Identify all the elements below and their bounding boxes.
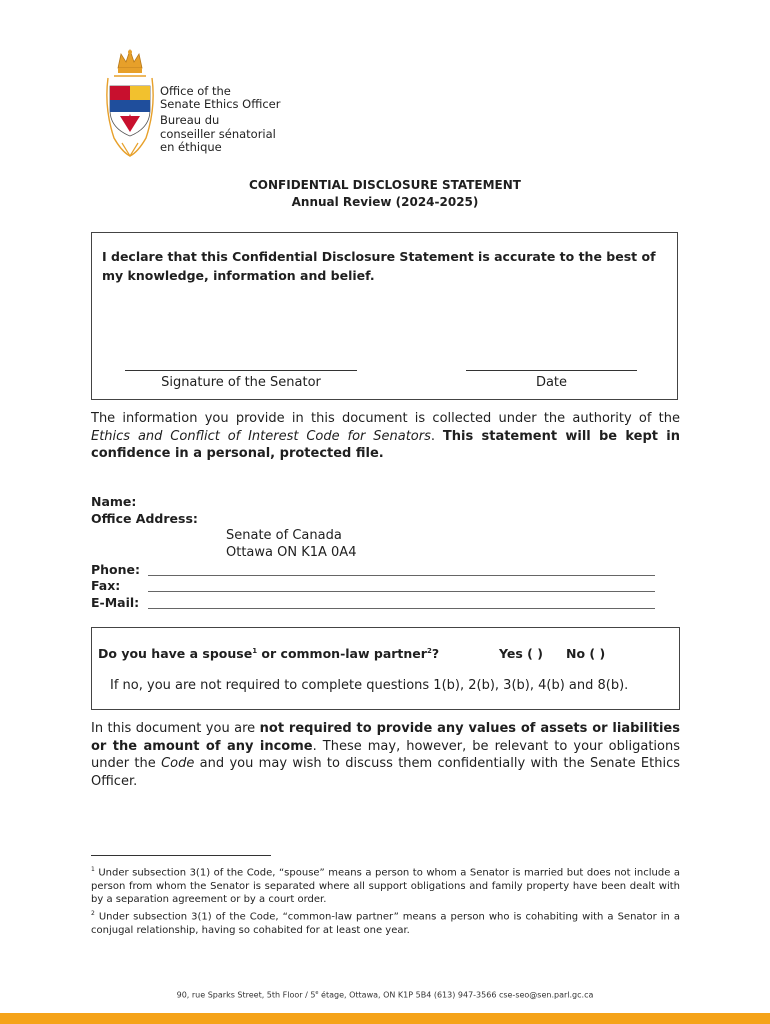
values-code-word: Code — [161, 756, 195, 771]
phone-label: Phone: — [91, 562, 141, 577]
info-text-1: The information you provide in this document is collected under the authority of the — [91, 411, 680, 426]
footnote-1-number: 1 — [91, 866, 95, 873]
footer-sup: e — [315, 990, 319, 996]
values-paragraph — [91, 720, 680, 790]
info-paragraph — [91, 410, 680, 463]
senate-crest-icon — [104, 48, 156, 158]
name-label: Name: — [91, 494, 137, 509]
spouse-question-text-3: ? — [431, 646, 440, 661]
phone-field[interactable] — [148, 575, 655, 576]
page-footer — [0, 990, 770, 1000]
fax-field[interactable] — [148, 591, 655, 592]
org-name-en-line2: Senate Ethics Officer — [160, 97, 281, 112]
office-address-label: Office Address: — [91, 511, 198, 526]
footnote-2 — [91, 907, 680, 937]
footnote-2-number: 2 — [91, 909, 95, 917]
info-confidential-note: This statement will be kept in confidence in a personal, protected file. — [91, 428, 680, 461]
yes-option[interactable]: Yes ( ) — [499, 646, 543, 661]
signature-line[interactable] — [125, 370, 357, 371]
date-line[interactable] — [466, 370, 637, 371]
no-option[interactable]: No ( ) — [566, 646, 606, 661]
date-label: Date — [535, 375, 568, 390]
spouse-note: If no, you are not required to complete questions 1(b), 2(b), 3(b), 4(b) and 8(b). — [110, 678, 629, 693]
footer-bar — [0, 1013, 770, 1024]
footnote-divider — [91, 855, 271, 856]
footnotes — [91, 863, 680, 937]
email-field[interactable] — [148, 608, 655, 609]
values-text-1: In this document you are — [91, 721, 260, 736]
email-label: E-Mail: — [91, 595, 140, 610]
footnote-2-text: Under subsection 3(1) of the Code, “common-law partner” means a person who is cohabiting with a Senator in a conjugal relationship, having so cohabited for at least one year. — [91, 911, 680, 936]
footer-text-2: étage, Ottawa, ON K1P 5B4 (613) 947-3566 cse-seo@sen.parl.gc.ca — [318, 990, 594, 1000]
values-bold-text: not required to provide any values of assets or liabilities or the amount of any income — [91, 721, 680, 754]
footnote-ref-1: 1 — [252, 646, 258, 655]
organization-name — [160, 85, 280, 154]
info-text-2: . — [430, 428, 443, 444]
signature-label: Signature of the Senator — [161, 375, 321, 390]
footnote-ref-2: 2 — [426, 646, 432, 655]
spouse-question — [98, 646, 439, 661]
document-title-main: CONFIDENTIAL DISCLOSURE STATEMENT — [249, 178, 521, 192]
org-name-fr-line1: Bureau du — [160, 113, 220, 128]
org-name-fr-line2: conseiller sénatorial — [160, 126, 276, 141]
fax-label: Fax: — [91, 578, 121, 593]
values-text-3: and you may wish to discuss them confidentially with the Senate Ethics Officer. — [91, 756, 680, 789]
office-address-line2: Ottawa ON K1A 0A4 — [226, 545, 357, 560]
document-title-sub: Annual Review (2024-2025) — [291, 195, 479, 209]
footnote-1 — [91, 863, 680, 907]
org-name-fr-line3: en éthique — [160, 139, 222, 154]
document-title — [0, 177, 770, 211]
declaration-text: I declare that this Confidential Disclosure Statement is accurate to the best of my knowledge, information and belief. — [102, 249, 656, 283]
office-address-line1: Senate of Canada — [226, 528, 342, 543]
footnote-1-text: Under subsection 3(1) of the Code, “spouse” means a person to whom a Senator is married but does not include a person from whom the Senator is separated where all support obligations and family property have been dealt with by a separation agreement or by a court order. — [91, 867, 680, 906]
spouse-question-text-1: Do you have a spouse — [98, 646, 253, 661]
code-title: Ethics and Conflict of Interest Code for Senators — [91, 428, 431, 444]
footer-text-1: 90, rue Sparks Street, 5th Floor / 5 — [176, 990, 316, 1000]
spouse-question-box — [91, 627, 680, 710]
org-name-en-line1: Office of the — [160, 84, 231, 98]
spouse-question-text-2: or common-law partner — [257, 646, 427, 661]
values-text-2: . These may, however, be relevant to your obligations under the — [91, 738, 680, 771]
